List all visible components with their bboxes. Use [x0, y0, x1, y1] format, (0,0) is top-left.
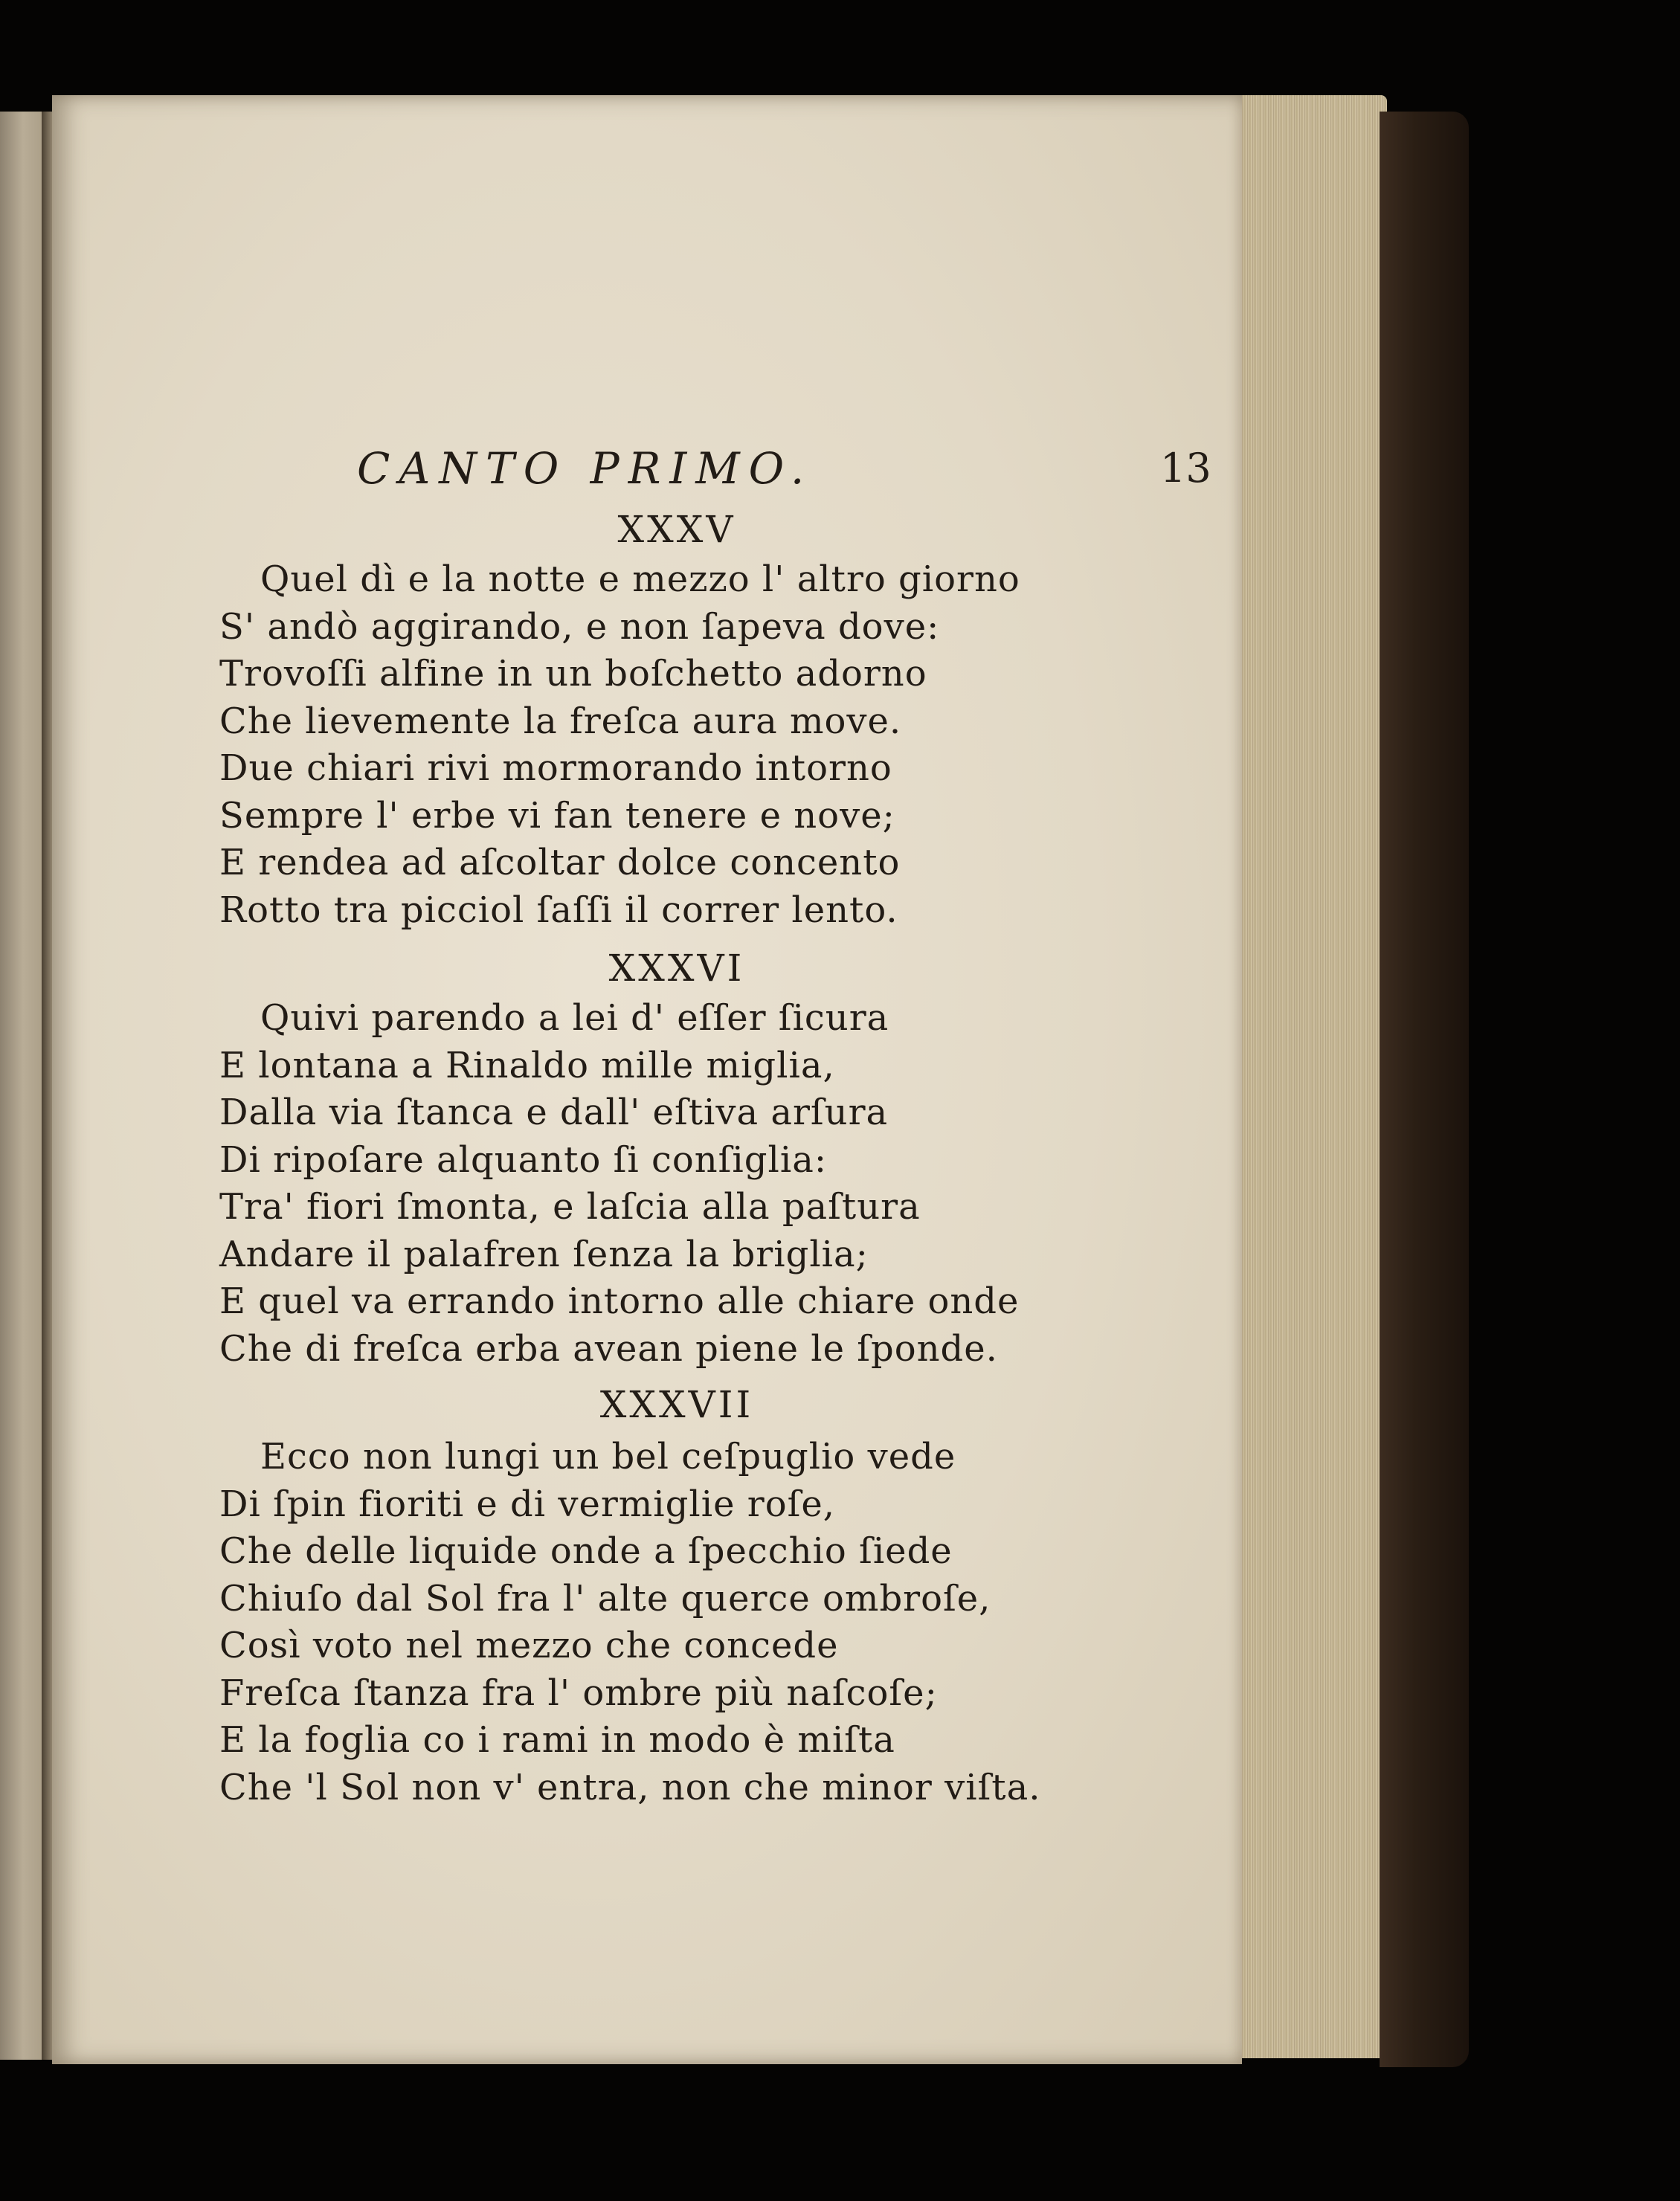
verse-line: Di ripoſare alquanto ſi conſiglia: [219, 1138, 827, 1181]
stanza-verses [219, 1434, 1040, 1811]
page-number: 13 [1160, 445, 1211, 492]
verse-line: Che delle liquide onde a ſpecchio ſiede [219, 1530, 953, 1572]
verse-line: Che 'l Sol non v' entra, non che minor viſta. [219, 1766, 1041, 1808]
verse-line: Di ſpin fioriti e di vermiglie roſe, [219, 1483, 836, 1525]
page-block-edges [1227, 95, 1387, 2058]
verse-line: Chiuſo dal Sol fra l' alte querce ombroſe, [219, 1577, 991, 1620]
stanza-number: XXXVII [599, 1383, 754, 1426]
left-page-edge [0, 112, 46, 2060]
verse-line: E la foglia co i rami in modo è miſta [219, 1719, 895, 1761]
verse-line: Ecco non lungi un bel ceſpuglio vede [260, 1436, 956, 1477]
verse-line: Dalla via ſtanca e dall' eſtiva arſura [219, 1092, 889, 1133]
right-page [52, 95, 1242, 2064]
leather-cover-edge [1380, 112, 1469, 2067]
verse-line: Così voto nel mezzo che concede [219, 1625, 839, 1666]
verse-line: Freſca ſtanza fra l' ombre più naſcoſe; [219, 1672, 938, 1714]
verse-line: Tra' fiori ſmonta, e laſcia alla paſtura [219, 1186, 921, 1228]
verse-line: Sempre l' erbe vi fan tenere e nove; [219, 794, 895, 837]
verse-line: Che lievemente la freſca aura move. [219, 700, 902, 742]
verse-line: Rotto tra picciol ſaſſi il correr lento. [219, 889, 898, 931]
stanza-verses [219, 995, 1019, 1373]
verse-line: Quel dì e la notte e mezzo l' altro giorno [260, 558, 1020, 600]
verse-line: Trovoſſi alfine in un boſchetto adorno [219, 653, 927, 695]
verse-line: E lontana a Rinaldo mille miglia, [219, 1044, 835, 1086]
verse-line: Andare il palafren ſenza la briglia; [219, 1233, 869, 1275]
stanza-number: XXXVI [608, 947, 745, 990]
running-head: CANTO PRIMO. [357, 443, 814, 494]
verse-line: S' andò aggirando, e non ſapeva dove: [219, 605, 940, 648]
verse-line: Due chiari rivi mormorando intorno [219, 747, 892, 789]
verse-line: Che di freſca erba avean piene le ſponde. [219, 1327, 998, 1370]
verse-line: Quivi parendo a lei d' eſſer ſicura [260, 997, 889, 1039]
verse-line: E rendea ad aſcoltar dolce concento [219, 842, 901, 883]
stanza-number: XXXV [617, 508, 736, 551]
verse-line: E quel va errando intorno alle chiare onde [219, 1280, 1020, 1322]
stanza-verses [219, 556, 1020, 934]
